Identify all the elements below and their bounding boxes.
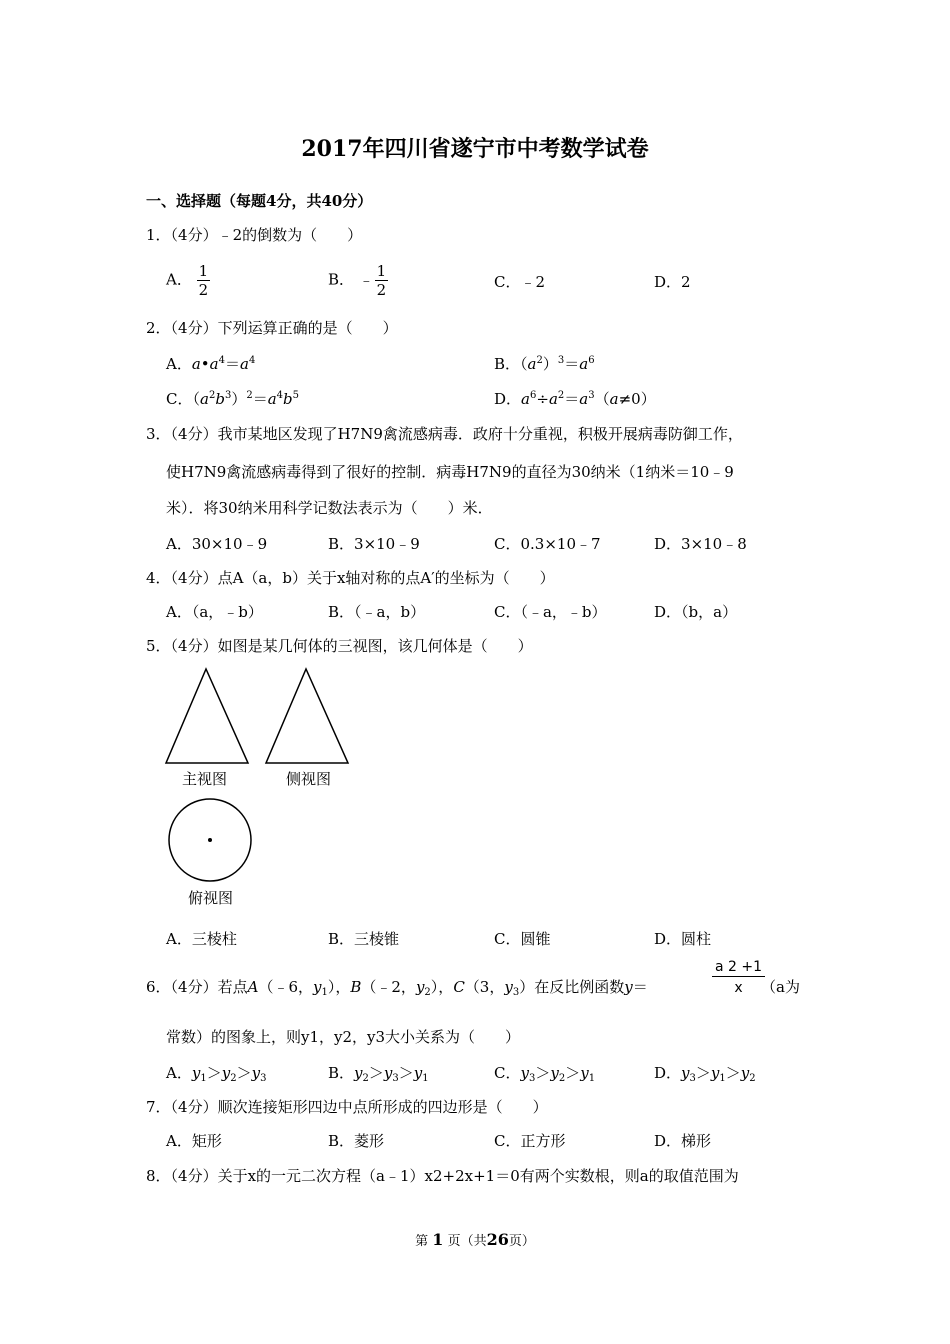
section-heading: 一、选择题（每题4分，共40分） (146, 192, 373, 210)
q5-option-c[interactable]: C．圆锥 (494, 930, 551, 948)
q7-option-d[interactable]: D．梯形 (654, 1132, 712, 1150)
side-view-label: 侧视图 (286, 770, 332, 788)
q4-option-b[interactable]: B．（﹣a，b） (328, 603, 426, 621)
q1-option-c[interactable]: C．﹣2 (494, 273, 546, 291)
q2-option-d[interactable]: D．$a^6\div a^2=a^3(a\ne 0)$ (494, 390, 656, 408)
q3-option-c[interactable]: C．0.3×10﹣7 (494, 535, 601, 553)
page-title: 2017年四川省遂宁市中考数学试卷 (301, 136, 649, 162)
question-6-stem: 6．（4分）若点A（﹣6，$y_1$），B（﹣2，$y_2$），C（3，$y_3$）在反比例函数y＝ (146, 978, 648, 998)
q1-option-b-sign: ﹣ (358, 270, 374, 289)
front-view-label: 主视图 (182, 770, 228, 788)
q1-option-b-fraction: $\frac{1}{2}$ (376, 262, 387, 299)
top-view-center-dot (208, 838, 212, 842)
q3-option-b[interactable]: B．3×10﹣9 (328, 535, 420, 553)
q7-option-a[interactable]: A．矩形 (166, 1132, 222, 1150)
q2-option-b[interactable]: B．$(a^2)^3=a^6$ (494, 355, 595, 373)
side-view-triangle (266, 669, 348, 763)
question-2-stem: 2．（4分）下列运算正确的是（ ） (146, 319, 398, 337)
q1-option-a[interactable] (166, 262, 210, 299)
q4-option-a[interactable]: A．（a，﹣b） (166, 603, 263, 621)
q3-option-a[interactable]: A．30×10﹣9 (166, 535, 268, 553)
q1-option-b-label: B． (328, 270, 355, 289)
question-3-line2: 使H7N9禽流感病毒得到了很好的控制．病毒H7N9的直径为30纳米（1纳米＝10﹣9 (166, 463, 734, 481)
top-view-label: 俯视图 (188, 889, 234, 907)
question-1-stem: 1．（4分）﹣2的倒数为（ ） (146, 226, 363, 244)
q6-option-d[interactable]: D．$y_3>y_1>y_2$ (654, 1064, 756, 1084)
total-pages: 26 (486, 1230, 509, 1249)
q5-option-b[interactable]: B．三棱锥 (328, 930, 400, 948)
q7-option-b[interactable]: B．菱形 (328, 1132, 385, 1150)
q7-option-c[interactable]: C．正方形 (494, 1132, 566, 1150)
q6-fraction-denominator: x (734, 980, 743, 996)
current-page: 1 (432, 1230, 444, 1249)
q6-function-fraction (712, 958, 765, 997)
q2-option-c[interactable]: C．$(a^2b^3)^2=a^4b^5$ (166, 390, 300, 408)
question-5-stem: 5．（4分）如图是某几何体的三视图，该几何体是（ ） (146, 637, 533, 655)
q6-option-b[interactable]: B．$y_2>y_3>y_1$ (328, 1064, 429, 1084)
question-6-stem-end: （a为 (761, 978, 800, 996)
q6-fraction-numerator: a 2 +1 (712, 958, 765, 977)
q6-option-c[interactable]: C．$y_3>y_2>y_1$ (494, 1064, 596, 1084)
question-4-stem: 4．（4分）点A（a，b）关于x轴对称的点A′的坐标为（ ） (146, 569, 555, 587)
q2-option-a[interactable]: A．$a•a^4=a^4$ (166, 355, 256, 373)
question-6-line2: 常数）的图象上，则y1，y2，y3大小关系为（ ） (166, 1028, 521, 1046)
question-8-stem: 8．（4分）关于x的一元二次方程（a﹣1）x2+2x+1＝0有两个实数根，则a的取值范围为 (146, 1167, 739, 1185)
q1-option-b[interactable] (328, 262, 388, 299)
q6-option-a[interactable]: A．$y_1>y_2>y_3$ (166, 1064, 267, 1084)
question-7-stem: 7．（4分）顺次连接矩形四边中点所形成的四边形是（ ） (146, 1098, 548, 1116)
q1-option-a-fraction: $\frac{1}{2}$ (198, 262, 209, 299)
q1-option-a-label: A． (166, 270, 192, 289)
q4-option-d[interactable]: D．（b，a） (654, 603, 738, 621)
q4-option-c[interactable]: C．（﹣a，﹣b） (494, 603, 607, 621)
question-3-line3: 米）．将30纳米用科学记数法表示为（ ）米． (166, 499, 493, 517)
front-view-triangle (166, 669, 248, 763)
q5-option-d[interactable]: D．圆柱 (654, 930, 712, 948)
question-3-line1: 3．（4分）我市某地区发现了H7N9禽流感病毒．政府十分重视，积极开展病毒防御工作， (146, 425, 743, 443)
q1-option-d[interactable]: D．2 (654, 273, 691, 291)
q5-option-a[interactable]: A．三棱柱 (166, 930, 237, 948)
q3-option-d[interactable]: D．3×10﹣8 (654, 535, 747, 553)
page-footer: 第 1 页（共26页） (415, 1230, 535, 1249)
